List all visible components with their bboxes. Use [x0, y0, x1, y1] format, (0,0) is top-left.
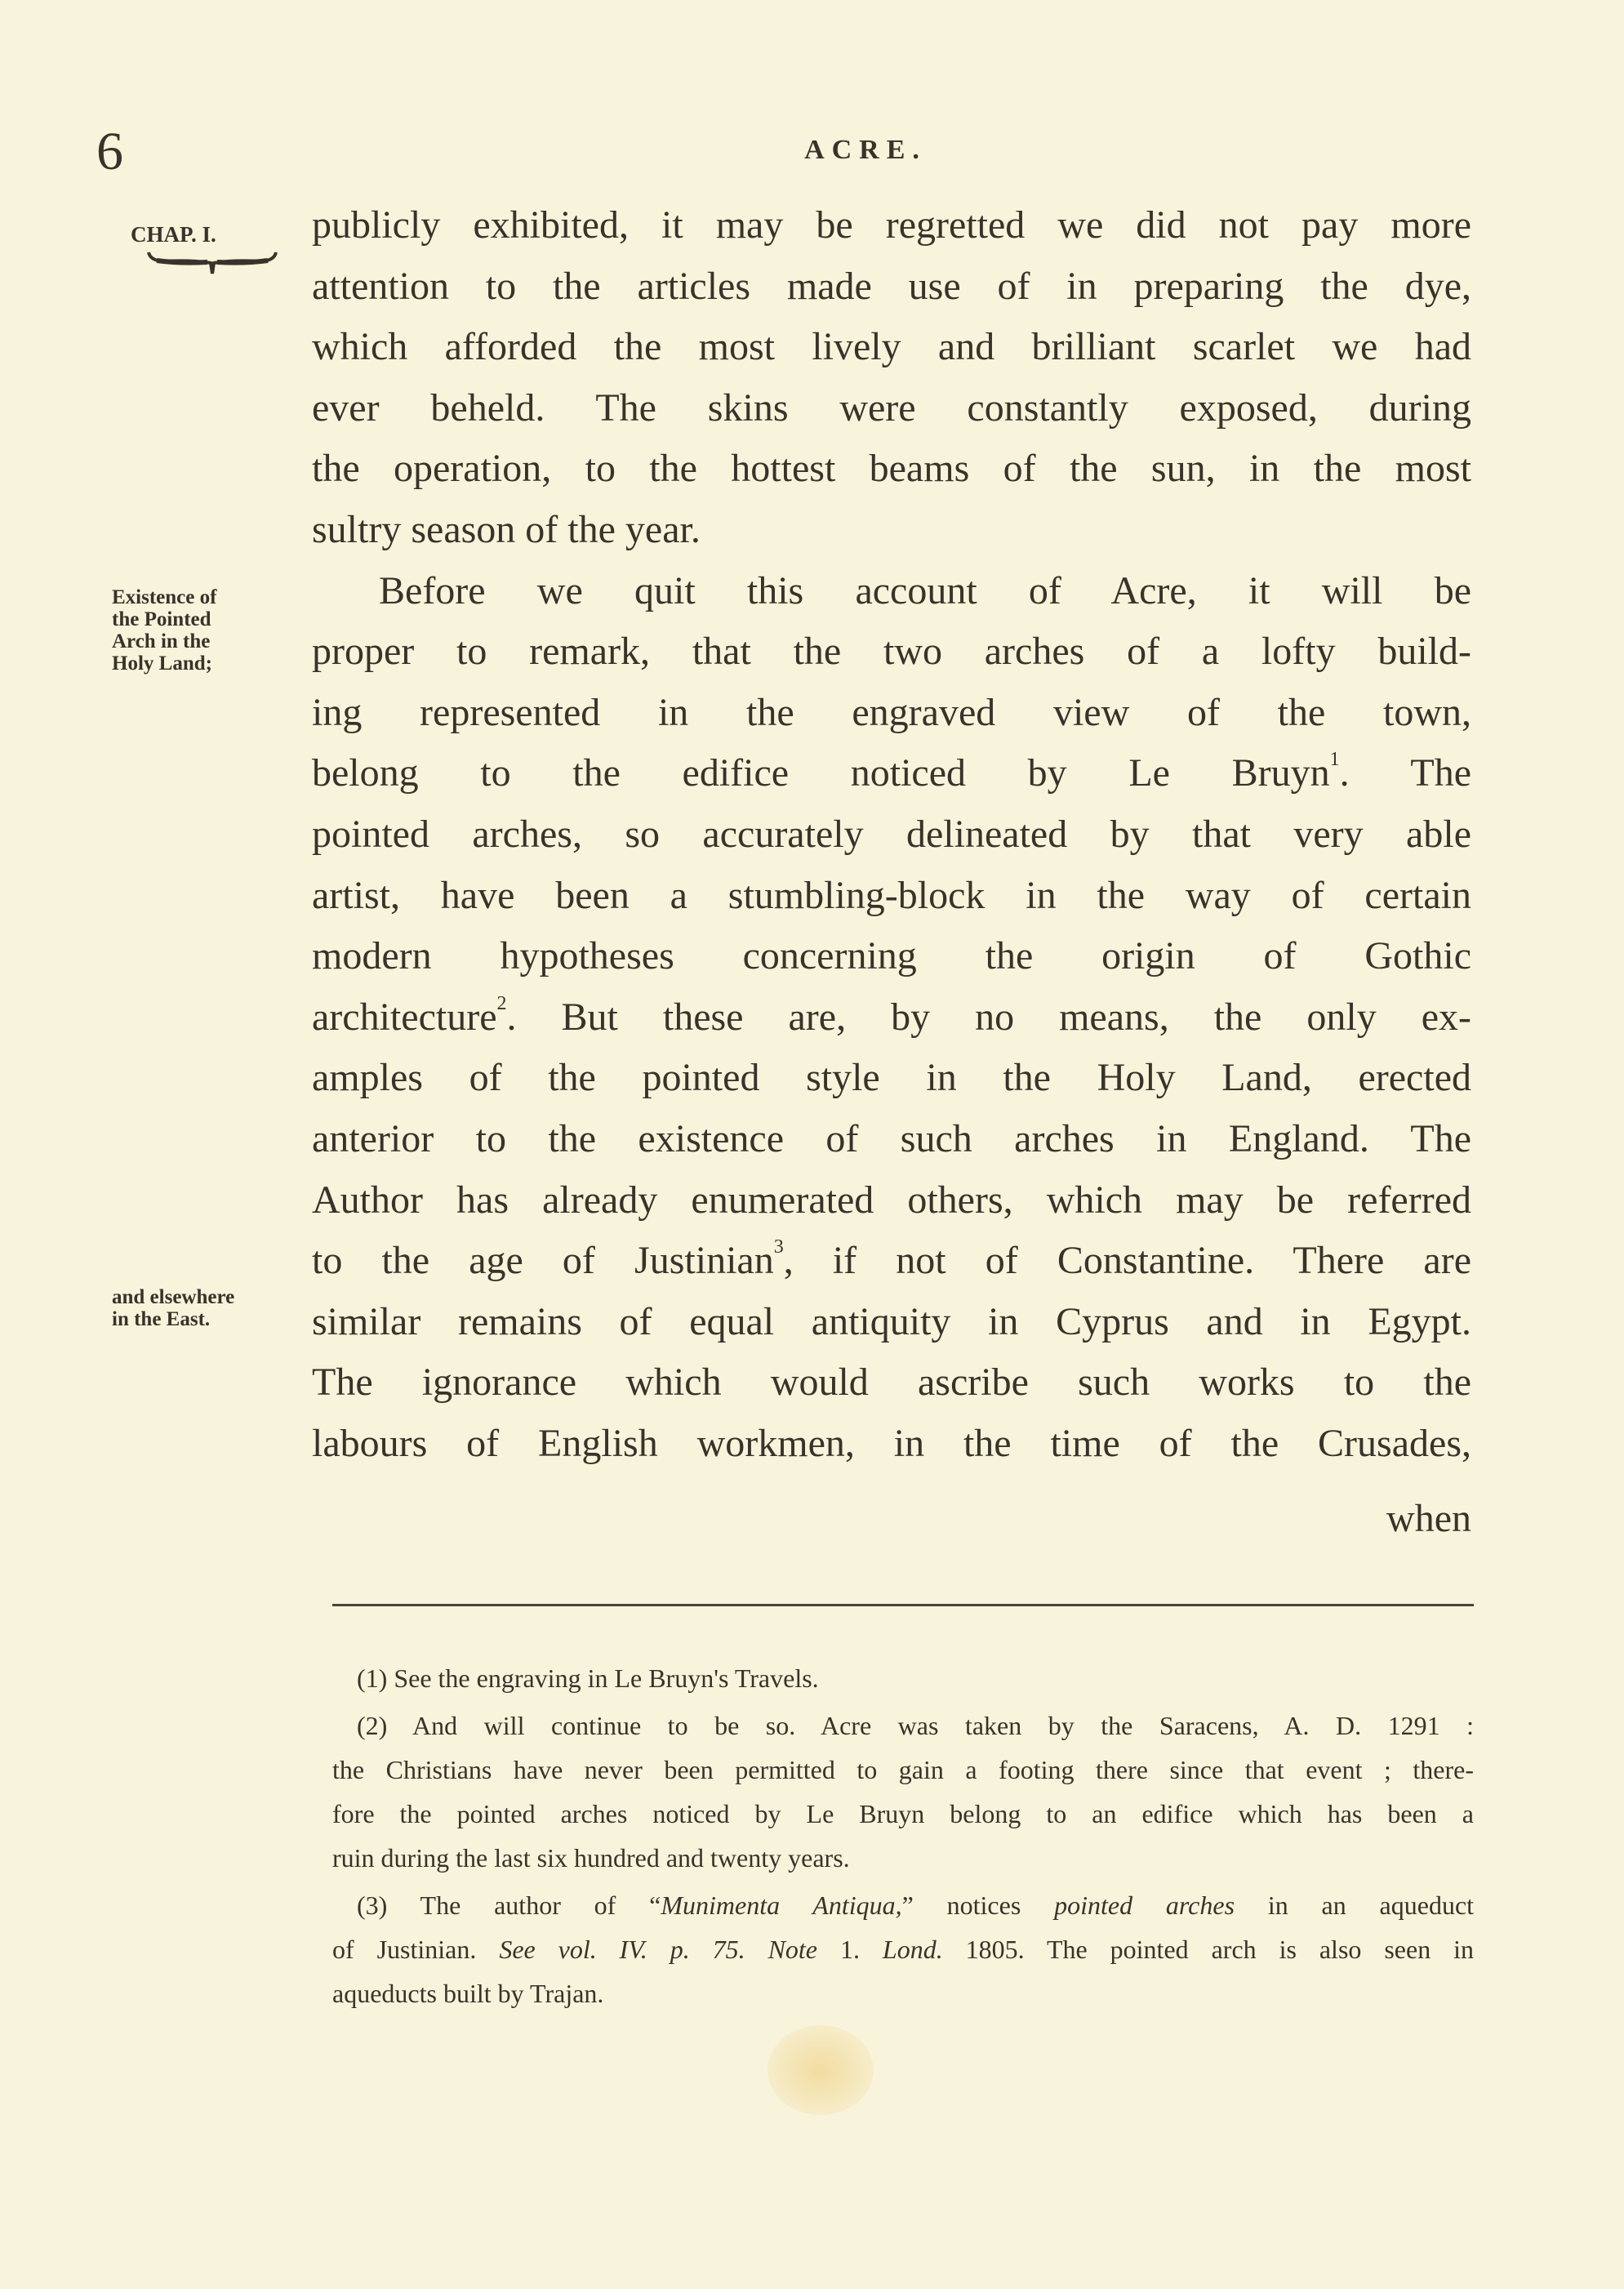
running-title: ACRE. [804, 135, 927, 165]
catchword: when [1386, 1497, 1471, 1540]
page-number: 6 [96, 122, 123, 181]
body-line: which afforded the most lively and brilliant scarlet we had [312, 325, 1471, 369]
body-text-segment: . The [1339, 751, 1471, 795]
margin-note-line: Holy Land; [112, 652, 212, 675]
fn-text: in an aqueduct [1235, 1890, 1475, 1920]
body-line: labours of English workmen, in the time of the Crusades, [312, 1421, 1471, 1465]
footnote-ref[interactable]: 2 [496, 992, 507, 1014]
margin-note-line: Arch in the [112, 630, 211, 652]
footnote-3 [332, 1883, 1474, 2015]
footnote-line: (2) And will continue to be so. Acre was taken by the Saracens, A. D. 1291 : [357, 1711, 1474, 1740]
fn-italic: Munimenta Antiqua, [661, 1890, 902, 1920]
body-line: anterior to the existence of such arches in England. The [312, 1116, 1471, 1160]
fn-italic: See vol. IV. p. 75. Note [499, 1935, 818, 1964]
body-line [312, 743, 1471, 804]
footnote-ref[interactable]: 1 [1329, 749, 1340, 771]
body-line: similar remains of equal antiquity in Cyprus and in Egypt. [312, 1299, 1471, 1343]
fn-text: of Justinian. [332, 1935, 500, 1964]
body-line: amples of the pointed style in the Holy Land, erected [312, 1056, 1471, 1100]
body-line [312, 987, 1471, 1049]
body-line: pointed arches, so accurately delineated by that very able [312, 812, 1471, 856]
fn-text: 1. [817, 1935, 883, 1964]
margin-note-line: and elsewhere [112, 1286, 235, 1308]
body-line: Author has already enumerated others, which may be referred [312, 1178, 1471, 1222]
body-line: artist, have been a stumbling-block in the way of certain [312, 873, 1471, 917]
footnote-line: aqueducts built by Trajan. [332, 1979, 604, 2008]
footnote-1 [332, 1656, 1474, 1700]
footnote-ref[interactable]: 3 [773, 1236, 784, 1258]
footnotes [332, 1656, 1474, 2019]
footnote-line [332, 1883, 1474, 1927]
margin-note-pointed-arch [112, 586, 216, 675]
body-line: proper to remark, that the two arches of a lofty build- [312, 630, 1471, 674]
fn-text: (3) The author of “ [357, 1890, 661, 1920]
body-line: ever beheld. The skins were constantly exposed, during [312, 385, 1471, 430]
body-text [312, 195, 1471, 1474]
body-text-segment: to the age of Justinian [312, 1239, 774, 1283]
body-line: ing represented in the engraved view of the town, [312, 690, 1471, 734]
body-line: publicly exhibited, it may be regretted we did not pay more [312, 203, 1471, 247]
footnote-line: fore the pointed arches noticed by Le Bruyn belong to an edifice which has been a [332, 1799, 1474, 1828]
paper-stain [768, 2025, 874, 2115]
body-text-segment: , if not of Constantine. There are [783, 1239, 1472, 1283]
fn-text: 1805. The pointed arch is also seen in [942, 1935, 1475, 1964]
brace-ornament-icon [147, 249, 278, 282]
body-text-segment: architecture [312, 995, 497, 1039]
fn-text: ” notices [901, 1890, 1055, 1920]
body-line: The ignorance which would ascribe such works to the [312, 1360, 1471, 1405]
footnote-line: ruin during the last six hundred and twenty years. [332, 1843, 850, 1873]
margin-note-line: Existence of [112, 586, 217, 608]
footnote-line: (1) See the engraving in Le Bruyn's Travels. [357, 1663, 819, 1693]
body-text-segment: belong to the edifice noticed by Le Bruyn [312, 751, 1330, 795]
body-line [312, 1231, 1471, 1292]
body-line: attention to the articles made use of in preparing the dye, [312, 264, 1471, 308]
margin-note-elsewhere [112, 1286, 234, 1330]
body-text-segment: . But these are, by no means, the only ex- [506, 995, 1471, 1039]
footnote-line: the Christians have never been permitted to gain a footing there since that event ; there- [332, 1755, 1474, 1784]
margin-note-line: the Pointed [112, 608, 211, 630]
footnote-2 [332, 1703, 1474, 1880]
fn-italic: Lond. [882, 1935, 943, 1964]
footnote-divider [332, 1604, 1474, 1606]
body-line: the operation, to the hottest beams of the sun, in the most [312, 447, 1471, 491]
chapter-marker: CHAP. I. [131, 222, 216, 247]
footnote-line [332, 1927, 1474, 1971]
margin-note-line: in the East. [112, 1308, 211, 1330]
body-line: Before we quit this account of Acre, it will be [379, 568, 1471, 612]
body-line: sultry season of the year. [312, 507, 701, 551]
fn-italic: pointed arches [1054, 1890, 1235, 1920]
body-line: modern hypotheses concerning the origin of Gothic [312, 934, 1471, 978]
